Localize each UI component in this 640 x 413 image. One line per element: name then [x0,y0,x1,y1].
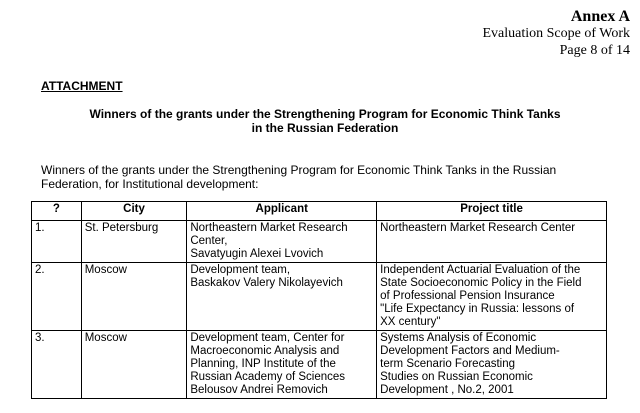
page-number: Page 8 of 14 [559,43,630,58]
intro-paragraph [41,163,611,191]
applicant-line: Planning, INP Institute of the [190,358,336,370]
applicant-line: Northeastern Market Research [190,222,348,234]
header-number: ? [32,202,82,221]
project-title-line: Independent Actuarial Evaluation of the [380,264,581,276]
applicant-line: Baskakov Valery Nikolayevich [190,277,343,289]
row-project-title [377,221,607,263]
row-number: 3. [32,331,82,399]
applicant-line: Development team, Center for [190,332,345,344]
row-city: Moscow [81,263,187,331]
applicant-line: Russian Academy of Sciences [190,371,346,383]
heading-line-1: Winners of the grants under the Strengthening Program for Economic Think Tanks [89,107,561,121]
annex-header [482,8,630,59]
project-title-line: of Professional Pension Insurance [380,290,555,302]
grants-table [31,201,607,399]
table-row [32,221,607,263]
header-project-title: Project title [377,202,607,221]
project-title-line: Studies on Russian Economic [380,371,533,383]
project-title-line: State Socioeconomic Policy in the Field [380,277,582,289]
project-title-line: Northeastern Market Research Center [380,222,576,234]
intro-line-1: Winners of the grants under the Strengthening Program for Economic Think Tanks in the Russian [41,163,557,177]
row-number: 2. [32,263,82,331]
table-row [32,331,607,399]
attachment-label: ATTACHMENT [41,79,123,93]
heading-line-2: in the Russian Federation [251,121,399,135]
row-number: 1. [32,221,82,263]
intro-line-2: Federation, for Institutional development: [41,177,259,191]
project-title-line: Development Factors and Medium- [380,345,560,357]
project-title-line: Systems Analysis of Economic [380,332,537,344]
row-applicant [187,221,377,263]
row-project-title [377,263,607,331]
row-applicant [187,263,377,331]
applicant-line: Savatyugin Alexei Lvovich [190,248,324,260]
row-city: St. Petersburg [81,221,187,263]
project-title-line: term Scenario Forecasting [380,358,516,370]
applicant-line: Development team, [190,264,291,276]
applicant-line: Belousov Andrei Removich [190,384,328,396]
header-applicant: Applicant [187,202,377,221]
annex-subtitle: Evaluation Scope of Work [482,26,630,41]
row-city: Moscow [81,331,187,399]
table-header-row [32,202,607,221]
applicant-line: Center, [190,235,228,247]
row-applicant [187,331,377,399]
document-heading [55,107,595,135]
header-city: City [81,202,187,221]
project-title-line: "Life Expectancy in Russia: lessons of [380,303,575,315]
row-project-title [377,331,607,399]
project-title-line: XX century" [380,316,441,328]
annex-title: Annex A [570,8,630,25]
applicant-line: Macroeconomic Analysis and [190,345,340,357]
table-row [32,263,607,331]
project-title-line: Development , No.2, 2001 [380,384,514,396]
